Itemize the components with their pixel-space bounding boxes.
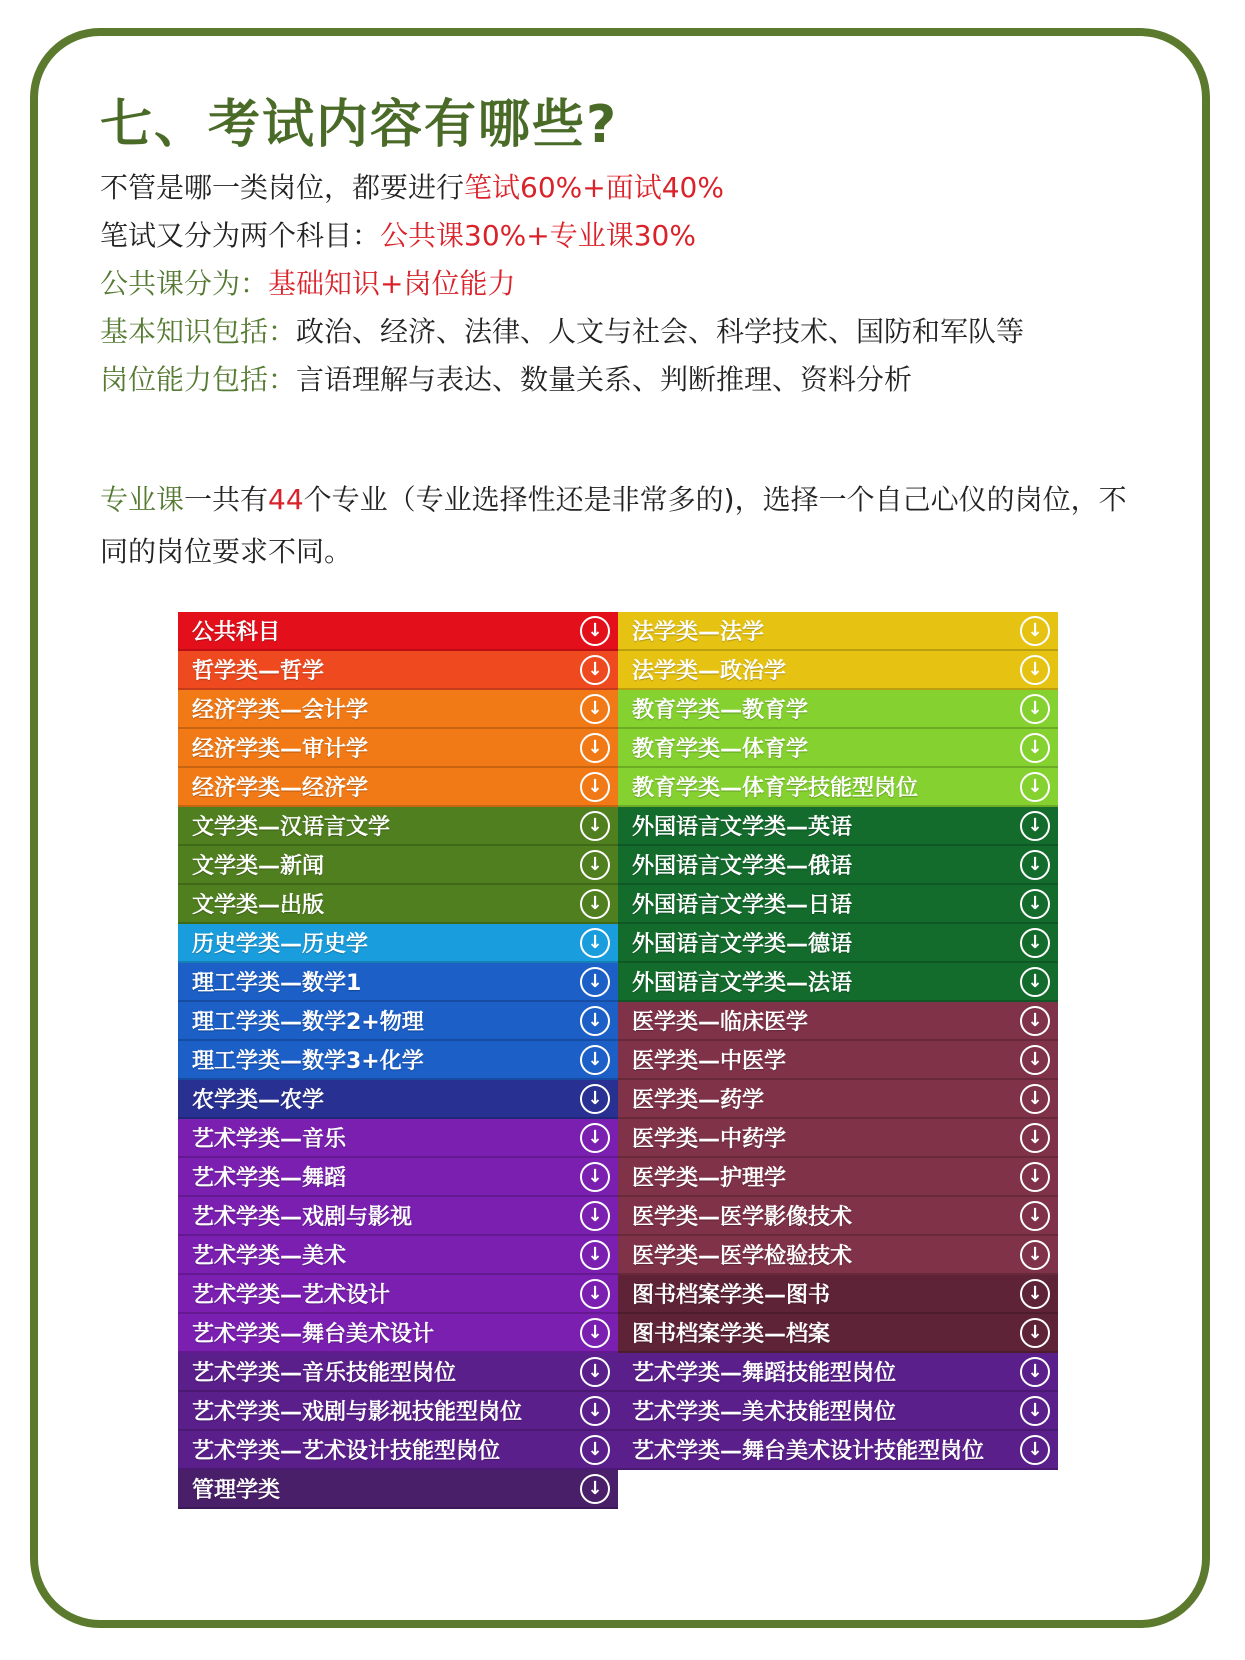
subject-row[interactable] <box>618 885 1058 924</box>
download-icon[interactable]: ↓ <box>580 1396 610 1426</box>
download-icon[interactable]: ↓ <box>580 616 610 646</box>
subject-label: 医学类—医学影像技术 <box>632 1205 853 1230</box>
download-icon[interactable]: ↓ <box>580 772 610 802</box>
download-icon[interactable]: ↓ <box>580 1201 610 1231</box>
subject-row[interactable] <box>618 690 1058 729</box>
subject-row[interactable] <box>178 1002 618 1041</box>
download-icon[interactable]: ↓ <box>1020 1201 1050 1231</box>
subject-row[interactable] <box>178 1158 618 1197</box>
subject-label: 理工学类—数学2+物理 <box>192 1010 424 1035</box>
subject-row[interactable] <box>178 1431 618 1470</box>
subject-row[interactable] <box>618 1002 1058 1041</box>
job-ability-line <box>100 358 912 398</box>
subject-row[interactable] <box>178 1119 618 1158</box>
download-icon[interactable]: ↓ <box>1020 772 1050 802</box>
download-icon[interactable]: ↓ <box>580 967 610 997</box>
subject-label: 文学类—出版 <box>192 893 325 918</box>
subject-row[interactable] <box>178 846 618 885</box>
download-icon[interactable]: ↓ <box>1020 811 1050 841</box>
basic-knowledge-text: 政治、经济、法律、人文与社会、科学技术、国防和军队等 <box>296 315 1025 348</box>
subject-row[interactable] <box>618 924 1058 963</box>
subject-row[interactable] <box>618 612 1058 651</box>
download-icon[interactable]: ↓ <box>580 1279 610 1309</box>
subject-label: 文学类—汉语言文学 <box>192 815 391 840</box>
subject-row[interactable] <box>178 1080 618 1119</box>
subject-row[interactable] <box>618 963 1058 1002</box>
subject-label: 医学类—中药学 <box>632 1127 787 1152</box>
download-icon[interactable]: ↓ <box>580 850 610 880</box>
subject-row[interactable] <box>178 1197 618 1236</box>
download-icon[interactable]: ↓ <box>580 1435 610 1465</box>
subject-label: 医学类—医学检验技术 <box>632 1244 853 1269</box>
subject-label: 外国语言文学类—德语 <box>632 932 853 957</box>
subject-row[interactable] <box>178 1353 618 1392</box>
subject-column-left <box>178 612 618 1509</box>
job-ability-text: 言语理解与表达、数量关系、判断推理、资料分析 <box>296 363 913 396</box>
subject-column-right <box>618 612 1058 1470</box>
subject-table <box>178 612 1058 1562</box>
subject-row[interactable] <box>178 1041 618 1080</box>
subject-label: 外国语言文学类—英语 <box>632 815 853 840</box>
download-icon[interactable]: ↓ <box>580 1357 610 1387</box>
download-icon[interactable]: ↓ <box>1020 1162 1050 1192</box>
public-course-label: 公共课分为： <box>100 267 269 300</box>
subject-row[interactable] <box>618 1197 1058 1236</box>
written-subjects-line <box>100 214 696 254</box>
download-icon[interactable]: ↓ <box>580 694 610 724</box>
download-icon[interactable]: ↓ <box>1020 694 1050 724</box>
download-icon[interactable]: ↓ <box>580 1045 610 1075</box>
download-icon[interactable]: ↓ <box>580 1474 610 1504</box>
download-icon[interactable]: ↓ <box>580 1162 610 1192</box>
subject-label: 艺术学类—音乐 <box>192 1127 347 1152</box>
subject-label: 图书档案学类—图书 <box>632 1283 831 1308</box>
subject-label: 理工学类—数学1 <box>192 971 362 996</box>
subject-row[interactable] <box>178 1275 618 1314</box>
subject-label: 艺术学类—舞蹈 <box>192 1166 347 1191</box>
subject-label: 哲学类—哲学 <box>192 659 325 684</box>
subject-row[interactable] <box>618 768 1058 807</box>
subject-label: 艺术学类—美术 <box>192 1244 347 1269</box>
subject-row[interactable] <box>618 651 1058 690</box>
major-count: 44 <box>268 483 304 516</box>
subject-label: 艺术学类—舞台美术设计技能型岗位 <box>632 1439 985 1464</box>
subject-label: 外国语言文学类—日语 <box>632 893 853 918</box>
subject-row[interactable] <box>618 807 1058 846</box>
subject-label: 外国语言文学类—俄语 <box>632 854 853 879</box>
major-course-label: 专业课 <box>100 483 185 516</box>
subject-label: 教育学类—体育学 <box>632 737 809 762</box>
subject-row[interactable] <box>618 1314 1058 1353</box>
page-title: 七、考试内容有哪些? <box>100 95 619 155</box>
written-subjects-text: 笔试又分为两个科目： <box>100 219 381 252</box>
subject-label: 艺术学类—戏剧与影视 <box>192 1205 413 1230</box>
subject-label: 法学类—法学 <box>632 620 765 645</box>
subject-label: 医学类—中医学 <box>632 1049 787 1074</box>
subject-label: 医学类—药学 <box>632 1088 765 1113</box>
subject-label: 农学类—农学 <box>192 1088 325 1113</box>
exam-ratio-text: 不管是哪一类岗位，都要进行 <box>100 171 465 204</box>
download-icon[interactable]: ↓ <box>1020 616 1050 646</box>
subject-row[interactable] <box>178 885 618 924</box>
subject-label: 经济学类—会计学 <box>192 698 369 723</box>
subject-label: 艺术学类—舞台美术设计 <box>192 1322 435 1347</box>
subject-label: 艺术学类—音乐技能型岗位 <box>192 1361 457 1386</box>
subject-label: 历史学类—历史学 <box>192 932 369 957</box>
subject-row[interactable] <box>178 963 618 1002</box>
subject-label: 法学类—政治学 <box>632 659 787 684</box>
subject-label: 外国语言文学类—法语 <box>632 971 853 996</box>
subject-row[interactable] <box>618 1392 1058 1431</box>
subject-label: 公共科目 <box>192 620 281 645</box>
subject-row[interactable] <box>618 1041 1058 1080</box>
public-course-line <box>100 262 515 302</box>
subject-label: 教育学类—体育学技能型岗位 <box>632 776 919 801</box>
download-icon[interactable]: ↓ <box>1020 889 1050 919</box>
major-course-text-2: 个专业（专业选择性还是非常多的)，选择一个自己心仪的岗位，不同的岗位要求不同。 <box>100 483 1127 568</box>
subject-label: 艺术学类—戏剧与影视技能型岗位 <box>192 1400 523 1425</box>
subject-row[interactable] <box>178 768 618 807</box>
subject-label: 艺术学类—舞蹈技能型岗位 <box>632 1361 897 1386</box>
exam-ratio-highlight: 笔试60%+面试40% <box>464 171 724 204</box>
subject-row[interactable] <box>178 729 618 768</box>
subject-label: 经济学类—审计学 <box>192 737 369 762</box>
basic-knowledge-line <box>100 310 1024 350</box>
download-icon[interactable]: ↓ <box>1020 1084 1050 1114</box>
subject-row[interactable] <box>178 690 618 729</box>
subject-row[interactable] <box>618 846 1058 885</box>
subject-row[interactable] <box>618 729 1058 768</box>
basic-knowledge-label: 基本知识包括： <box>100 315 297 348</box>
subject-label: 医学类—临床医学 <box>632 1010 809 1035</box>
subject-label: 理工学类—数学3+化学 <box>192 1049 424 1074</box>
download-icon[interactable]: ↓ <box>1020 967 1050 997</box>
download-icon[interactable]: ↓ <box>580 655 610 685</box>
download-icon[interactable]: ↓ <box>1020 850 1050 880</box>
written-subjects-highlight: 公共课30%+专业课30% <box>380 219 696 252</box>
download-icon[interactable]: ↓ <box>580 1240 610 1270</box>
major-course-paragraph <box>100 474 1140 578</box>
exam-ratio-line <box>100 166 724 206</box>
subject-row[interactable] <box>618 1119 1058 1158</box>
subject-row[interactable] <box>178 924 618 963</box>
download-icon[interactable]: ↓ <box>580 733 610 763</box>
download-icon[interactable]: ↓ <box>580 889 610 919</box>
download-icon[interactable]: ↓ <box>1020 1435 1050 1465</box>
download-icon[interactable]: ↓ <box>580 1318 610 1348</box>
subject-label: 管理学类 <box>192 1478 281 1503</box>
subject-row[interactable] <box>618 1275 1058 1314</box>
major-course-text-1: 一共有 <box>184 483 269 516</box>
download-icon[interactable]: ↓ <box>1020 1006 1050 1036</box>
download-icon[interactable]: ↓ <box>1020 1396 1050 1426</box>
subject-row[interactable] <box>618 1080 1058 1119</box>
download-icon[interactable]: ↓ <box>1020 655 1050 685</box>
subject-row[interactable] <box>178 807 618 846</box>
subject-label: 艺术学类—美术技能型岗位 <box>632 1400 897 1425</box>
subject-label: 艺术学类—艺术设计技能型岗位 <box>192 1439 501 1464</box>
download-icon[interactable]: ↓ <box>580 811 610 841</box>
download-icon[interactable]: ↓ <box>1020 928 1050 958</box>
download-icon[interactable]: ↓ <box>1020 1123 1050 1153</box>
download-icon[interactable]: ↓ <box>580 1123 610 1153</box>
subject-row[interactable] <box>178 651 618 690</box>
public-course-highlight: 基础知识+岗位能力 <box>268 267 516 300</box>
subject-row[interactable] <box>618 1431 1058 1470</box>
subject-row[interactable] <box>178 1470 618 1509</box>
download-icon[interactable]: ↓ <box>1020 733 1050 763</box>
download-icon[interactable]: ↓ <box>1020 1045 1050 1075</box>
download-icon[interactable]: ↓ <box>1020 1279 1050 1309</box>
subject-label: 艺术学类—艺术设计 <box>192 1283 391 1308</box>
job-ability-label: 岗位能力包括： <box>100 363 297 396</box>
subject-row[interactable] <box>178 1392 618 1431</box>
download-icon[interactable]: ↓ <box>1020 1357 1050 1387</box>
subject-row[interactable] <box>178 1236 618 1275</box>
download-icon[interactable]: ↓ <box>1020 1240 1050 1270</box>
subject-row[interactable] <box>618 1236 1058 1275</box>
subject-label: 经济学类—经济学 <box>192 776 369 801</box>
subject-label: 文学类—新闻 <box>192 854 325 879</box>
subject-row[interactable] <box>178 1314 618 1353</box>
subject-row[interactable] <box>618 1158 1058 1197</box>
subject-label: 图书档案学类—档案 <box>632 1322 831 1347</box>
subject-label: 医学类—护理学 <box>632 1166 787 1191</box>
download-icon[interactable]: ↓ <box>1020 1318 1050 1348</box>
download-icon[interactable]: ↓ <box>580 928 610 958</box>
subject-row[interactable] <box>178 612 618 651</box>
download-icon[interactable]: ↓ <box>580 1006 610 1036</box>
download-icon[interactable]: ↓ <box>580 1084 610 1114</box>
subject-label: 教育学类—教育学 <box>632 698 809 723</box>
subject-row[interactable] <box>618 1353 1058 1392</box>
